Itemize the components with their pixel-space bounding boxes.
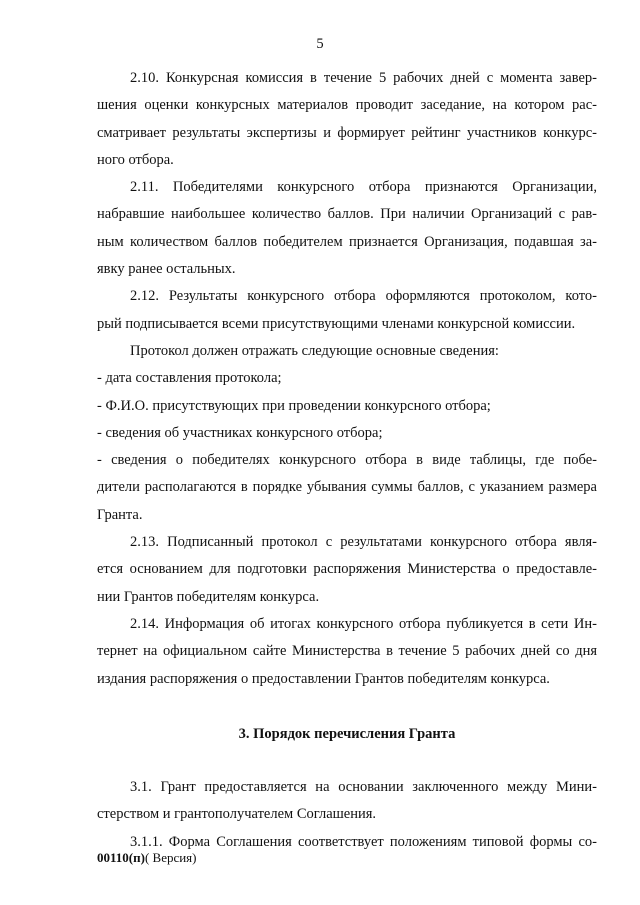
version-label: ( Версия) — [144, 850, 197, 865]
text-line: ным количеством баллов победителем признается Организация, подавшая за- — [97, 233, 597, 250]
text-line: набравшие наибольшее количество баллов. При наличии Организаций с рав- — [97, 206, 597, 223]
document-body — [97, 65, 597, 856]
text-line: 2.10. Конкурсная комиссия в течение 5 рабочих дней с момента завер- — [130, 70, 597, 86]
text-line: тернет на официальном сайте Министерства в течение 5 рабочих дней со дня — [97, 643, 597, 660]
document-code: 00110(п) — [97, 850, 145, 865]
text-line: стерством и грантополучателем Соглашения. — [97, 806, 377, 823]
text-line: сматривает результаты экспертизы и формирует рейтинг участников конкурс- — [97, 124, 597, 141]
text-line: ного отбора. — [97, 151, 174, 168]
protocol-intro: Протокол должен отражать следующие основные сведения: — [130, 342, 499, 359]
text-line: рый подписывается всеми присутствующими членами конкурсной комиссии. — [97, 315, 576, 332]
footer — [97, 850, 197, 866]
paragraph-3-1 — [97, 774, 597, 829]
text-line: издания распоряжения о предоставлении Грантов победителям конкурса. — [97, 670, 550, 687]
text-line: Гранта. — [97, 506, 143, 523]
text-line: 2.12. Результаты конкурсного отбора оформляются протоколом, кото- — [130, 288, 597, 305]
list-item: - дата составления протокола; — [97, 370, 282, 387]
list-item: - Ф.И.О. присутствующих при проведении конкурсного отбора; — [97, 397, 491, 414]
protocol-list — [97, 338, 597, 529]
text-line: дители располагаются в порядке убывания суммы баллов, с указанием размера — [97, 479, 597, 496]
text-line: 2.11. Победителями конкурсного отбора признаются Организации, — [130, 179, 597, 196]
text-line: нии Грантов победителям конкурса. — [97, 588, 320, 605]
text-line: явку ранее остальных. — [97, 261, 236, 278]
spacer — [97, 748, 597, 774]
page-number: 5 — [316, 36, 324, 52]
text-line: 2.14. Информация об итогах конкурсного отбора публикуется в сети Ин- — [130, 615, 597, 632]
list-item: - сведения об участниках конкурсного отбора; — [97, 424, 383, 441]
text-line: ется основанием для подготовки распоряжения Министерства о предоставле- — [97, 561, 597, 578]
paragraph-2-14 — [97, 611, 597, 693]
spacer — [97, 693, 597, 721]
paragraph-2-11 — [97, 174, 597, 283]
text-line: 3.1. Грант предоставляется на основании заключенного между Мини- — [130, 779, 597, 796]
text-line: 3.1.1. Форма Соглашения соответствует положениям типовой формы со- — [130, 833, 597, 850]
paragraph-2-12 — [97, 283, 597, 338]
text-line: шения оценки конкурсных материалов проводит заседание, на котором рас- — [97, 97, 597, 114]
section-heading: 3. Порядок перечисления Гранта — [238, 725, 456, 742]
paragraph-2-10 — [97, 65, 597, 174]
text-line: 2.13. Подписанный протокол с результатами конкурсного отбора явля- — [130, 534, 597, 551]
paragraph-2-13 — [97, 529, 597, 611]
list-item: - сведения о победителях конкурсного отбора в виде таблицы, где побе- — [97, 452, 597, 469]
